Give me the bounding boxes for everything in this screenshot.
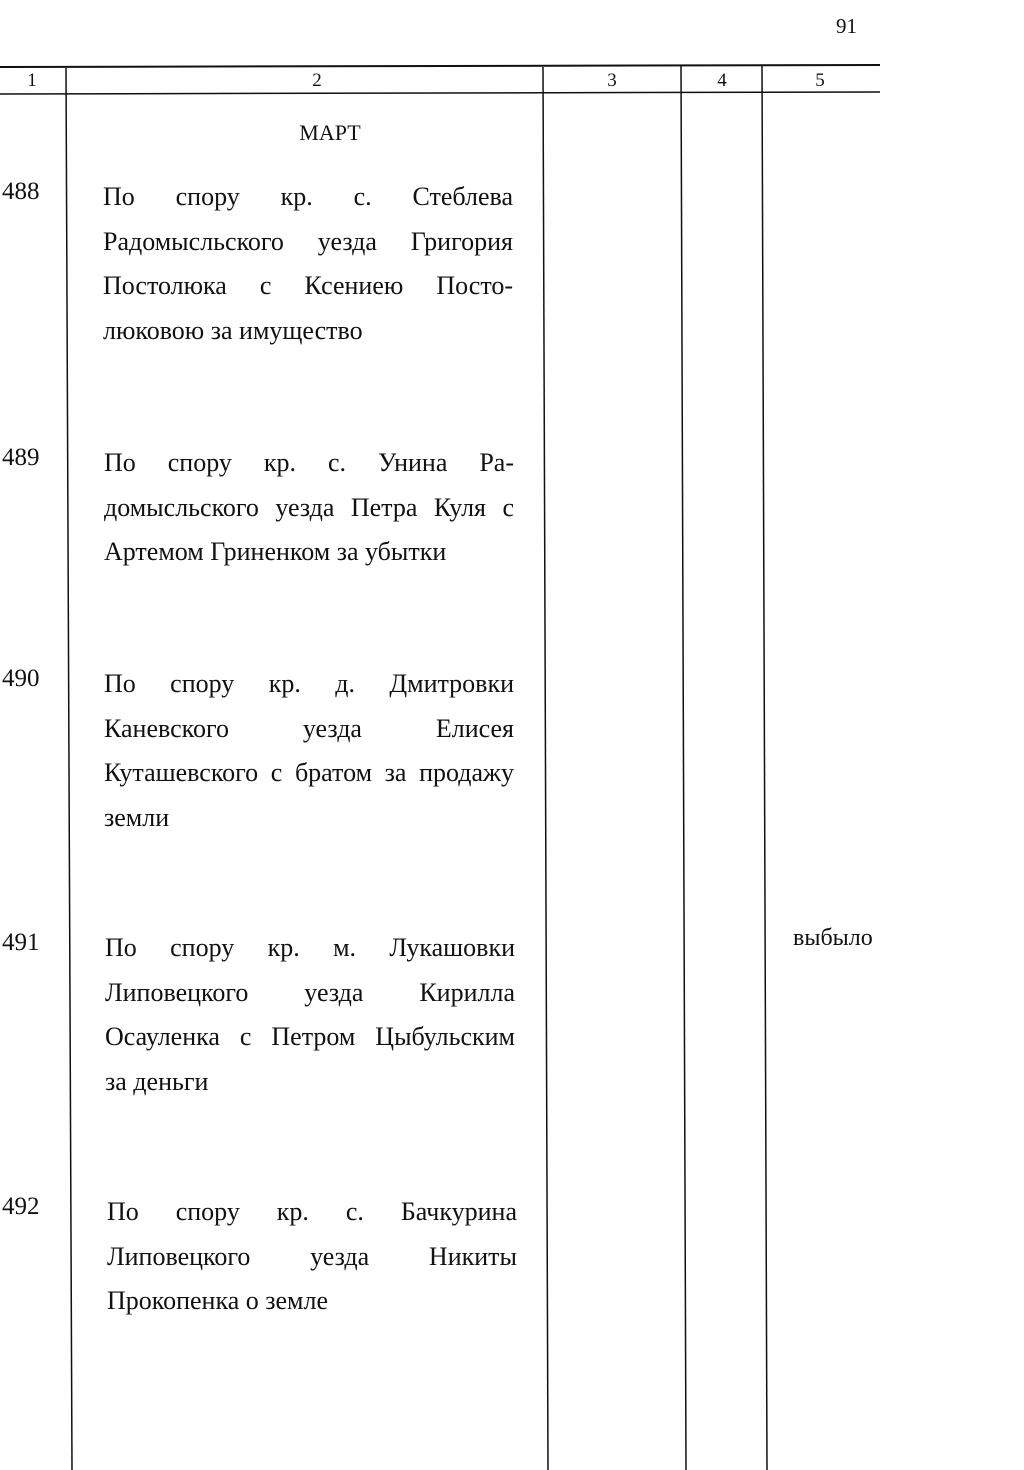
description-line: Артемом Гриненком за убытки [104, 537, 447, 566]
description-line: Каневского уезда Елисея [104, 713, 514, 743]
row-description [104, 662, 514, 840]
description-line: Липовецкого уезда Никиты [107, 1241, 517, 1271]
description-line: По спору кр. м. Лукашовки [105, 933, 515, 962]
description-line: люковою за имущество [103, 315, 363, 345]
row-number: 492 [2, 1193, 40, 1220]
column-divider-2 [543, 67, 548, 1470]
table-top-rule [0, 65, 880, 67]
row-description [103, 175, 513, 353]
column-header-2: 2 [312, 70, 322, 91]
month-heading: МАРТ [299, 120, 361, 145]
row-number: 491 [2, 929, 40, 956]
description-line: По спору кр. с. Унина Ра- [104, 448, 514, 477]
row-491-col5-note: выбыло [793, 925, 873, 951]
row-description [107, 1190, 517, 1324]
column-header-4: 4 [717, 70, 727, 91]
column-header-5: 5 [815, 70, 825, 91]
description-line: Постолюка с Ксениею Посто- [103, 271, 513, 300]
description-line: Липовецкого уезда Кирилла [105, 977, 515, 1007]
description-line: Прокопенка о земле [107, 1286, 329, 1315]
description-line: земли [104, 802, 170, 832]
description-line: домысльского уезда Петра Куля с [104, 492, 514, 522]
description-line: Радомысльского уезда Григория [103, 226, 513, 256]
row-description [104, 441, 514, 575]
column-header-1: 1 [27, 70, 37, 91]
column-header-3: 3 [607, 70, 617, 91]
description-line: По спору кр. с. Стеблева [103, 182, 513, 211]
row-number: 488 [2, 178, 40, 205]
column-divider-4 [762, 66, 767, 1470]
column-divider-1 [66, 68, 72, 1470]
row-number: 489 [2, 444, 40, 471]
column-divider-3 [681, 66, 686, 1470]
header-bottom-rule [0, 92, 880, 94]
description-line: По спору кр. д. Дмитровки [104, 669, 514, 698]
description-line: за деньги [105, 1066, 209, 1096]
description-line: Осауленка с Петром Цыбульским [105, 1022, 515, 1051]
page-number: 91 [836, 14, 857, 38]
description-line: Куташевского с братом за продажу [104, 758, 514, 787]
row-description [105, 926, 515, 1104]
row-number: 490 [2, 665, 40, 692]
description-line: По спору кр. с. Бачкурина [107, 1197, 517, 1226]
